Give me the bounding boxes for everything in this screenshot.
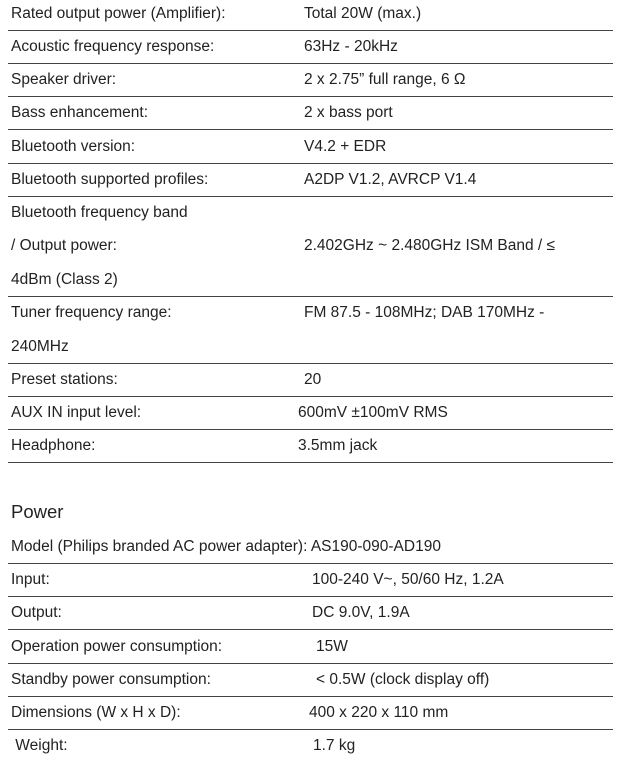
row-divider — [8, 429, 613, 430]
power-value-weight: 1.7 kg — [313, 737, 356, 754]
power-value-standby-consumption: < 0.5W (clock display off) — [316, 671, 490, 688]
spec-value-tuner-range-continued: 240MHz — [11, 338, 69, 355]
spec-value-tuner-range: FM 87.5 - 108MHz; DAB 170MHz - — [304, 304, 545, 321]
row-divider — [8, 596, 613, 597]
spec-label-bluetooth-band-line1: Bluetooth frequency band — [11, 204, 188, 221]
spec-value-speaker-driver: 2 x 2.75” full range, 6 Ω — [304, 71, 466, 88]
spec-label-tuner-range: Tuner frequency range: — [11, 304, 172, 321]
spec-value-aux-in: 600mV ±100mV RMS — [298, 404, 448, 421]
spec-label-bluetooth-version: Bluetooth version: — [11, 138, 136, 155]
section-heading-power: Power — [11, 501, 64, 522]
power-label-input: Input: — [11, 571, 50, 588]
row-divider — [8, 696, 613, 697]
row-divider — [8, 363, 613, 364]
power-label-dimensions: Dimensions (W x H x D): — [11, 704, 181, 721]
row-divider — [8, 129, 613, 130]
spec-value-bluetooth-profiles: A2DP V1.2, AVRCP V1.4 — [304, 171, 477, 188]
row-divider — [8, 96, 613, 97]
spec-label-headphone: Headphone: — [11, 437, 96, 454]
row-divider — [8, 629, 613, 630]
power-label-operation-consumption: Operation power consumption: — [11, 638, 223, 655]
row-divider — [8, 163, 613, 164]
power-value-input: 100-240 V~, 50/60 Hz, 1.2A — [312, 571, 504, 588]
row-divider — [8, 296, 613, 297]
power-value-output: DC 9.0V, 1.9A — [312, 604, 410, 621]
power-value-dimensions: 400 x 220 x 110 mm — [309, 704, 449, 721]
spec-label-preset-stations: Preset stations: — [11, 371, 118, 388]
row-divider — [8, 729, 613, 730]
spec-label-rated-output: Rated output power (Amplifier): — [11, 5, 226, 22]
power-value-operation-consumption: 15W — [316, 638, 348, 655]
row-divider — [8, 396, 613, 397]
spec-label-acoustic-frequency: Acoustic frequency response: — [11, 38, 215, 55]
spec-value-acoustic-frequency: 63Hz - 20kHz — [304, 38, 398, 55]
spec-label-bluetooth-profiles: Bluetooth supported profiles: — [11, 171, 209, 188]
spec-label-bass-enhancement: Bass enhancement: — [11, 104, 149, 121]
spec-value-bluetooth-version: V4.2 + EDR — [304, 138, 387, 155]
row-divider — [8, 663, 613, 664]
spec-value-rated-output: Total 20W (max.) — [304, 5, 422, 22]
row-divider — [8, 63, 613, 64]
power-model-line: Model (Philips branded AC power adapter): AS190-090-AD190 — [11, 538, 441, 555]
spec-value-bluetooth-band: 2.402GHz ~ 2.480GHz ISM Band / ≤ — [304, 237, 556, 254]
spec-value-bass-enhancement: 2 x bass port — [304, 104, 393, 121]
row-divider — [8, 30, 613, 31]
spec-label-bluetooth-band-line3: 4dBm (Class 2) — [11, 271, 118, 288]
row-divider — [8, 196, 613, 197]
power-label-weight: Weight: — [11, 737, 68, 754]
spec-value-preset-stations: 20 — [304, 371, 322, 388]
spec-value-headphone: 3.5mm jack — [298, 437, 378, 454]
row-divider — [8, 563, 613, 564]
spec-label-aux-in: AUX IN input level: — [11, 404, 142, 421]
power-label-output: Output: — [11, 604, 62, 621]
spec-label-speaker-driver: Speaker driver: — [11, 71, 117, 88]
row-divider — [8, 462, 613, 463]
power-label-standby-consumption: Standby power consumption: — [11, 671, 211, 688]
spec-label-bluetooth-band-line2: / Output power: — [11, 237, 117, 254]
